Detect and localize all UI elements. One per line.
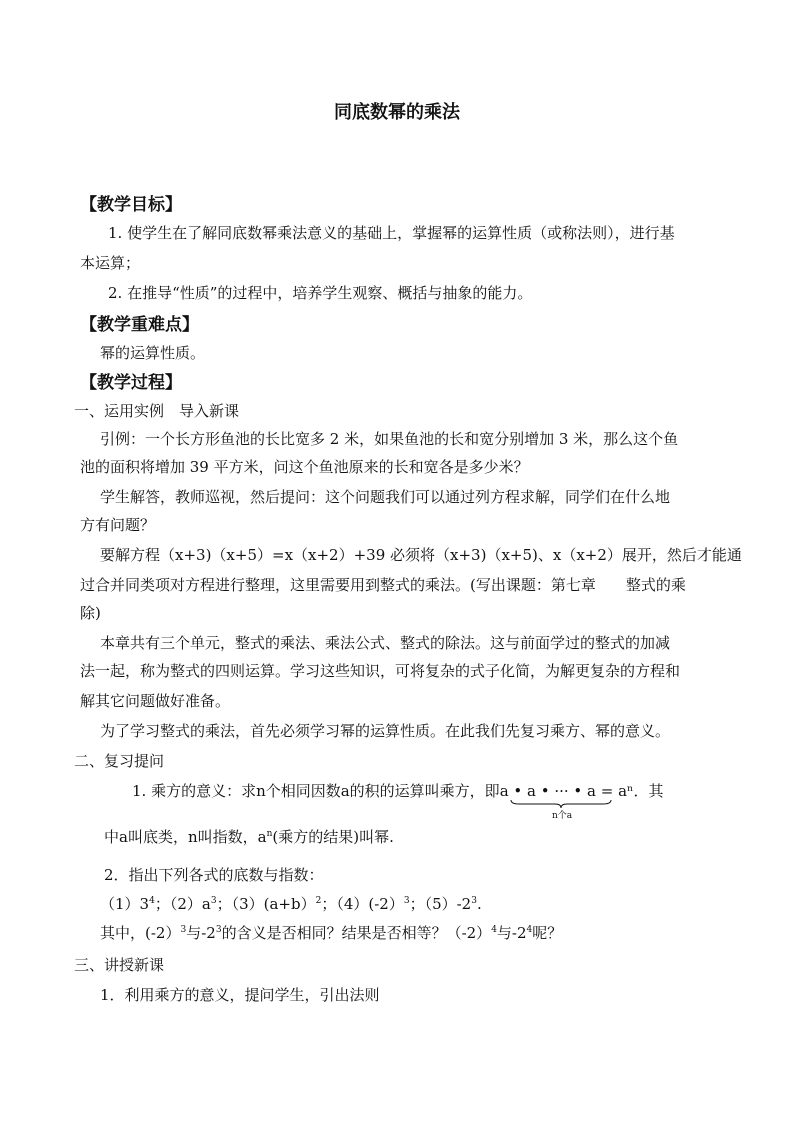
- exercise-4-exponent: 3: [403, 896, 410, 906]
- key-points-text: 幂的运算性质。: [100, 344, 206, 362]
- definition-line-2-text-b: (乘方的结果)叫幂.: [272, 828, 394, 846]
- underbrace-label: n个a: [552, 811, 573, 821]
- chapter-line-2: 法一起，称为整式的四则运算。学习这些知识，可将复杂的式子化简，为解更复杂的方程和: [80, 662, 681, 680]
- goal-item-1-line-2: 本运算；: [80, 254, 141, 272]
- section-key-points: 【教学重难点】: [80, 315, 199, 335]
- comparison-exponent-a: 3: [180, 925, 187, 935]
- solve-line-2: 过合并同类项对方程进行整理，这里需要用到整式的乘法。(写出课题：第七章 整式的乘: [80, 576, 686, 594]
- goal-item-1-line-1: 1. 使学生在了解同底数幂乘法意义的基础上，掌握幂的运算性质（或称法则），进行基: [108, 224, 675, 242]
- comparison-exponent-b: 3: [215, 925, 222, 935]
- exercise-1-exponent: 4: [149, 896, 155, 906]
- definition-result: = aⁿ．其: [600, 782, 664, 800]
- definition-line-2: [104, 826, 394, 847]
- comparison-text-d: 与-2: [496, 924, 527, 942]
- section-teaching-process: 【教学过程】: [80, 373, 182, 393]
- comparison-text-b: 与-2: [186, 924, 216, 942]
- exercise-3-exponent: 2: [315, 896, 322, 906]
- exercise-list: [100, 893, 482, 914]
- exercise-4: ；（4）(-2）: [321, 895, 404, 913]
- exercise-2-exponent: 3: [210, 896, 217, 906]
- section-teaching-goals: 【教学目标】: [80, 195, 182, 215]
- goal-item-2: 2. 在推导“性质”的过程中，培养学生观察、概括与抽象的能力。: [108, 284, 533, 302]
- exercise-5-exponent: 3: [471, 896, 477, 906]
- part-3-item-1: 1．利用乘方的意义，提问学生，引出法则: [100, 986, 380, 1004]
- comparison-text-a: 其中，(-2）: [100, 924, 181, 942]
- comparison-text-e: 呢？: [532, 924, 563, 942]
- chapter-line-1: 本章共有三个单元，整式的乘法、乘法公式、整式的除法。这与前面学过的整式的加减: [100, 634, 671, 652]
- example-line-2: 池的面积将增加 39 平方米，问这个鱼池原来的长和宽各是多少米？: [80, 458, 529, 476]
- solve-line-1: 要解方程（x+3)（x+5）=x（x+2）+39 必须将（x+3)（x+5)、x（x+2）展开，然后才能通: [100, 546, 742, 564]
- solve-line-3: 除): [80, 604, 101, 622]
- part-2-heading: 二、复习提问: [74, 752, 165, 770]
- question-2: 2．指出下列各式的底数与指数：: [104, 866, 324, 884]
- answer-line-2: 方有问题？: [80, 516, 156, 534]
- exercise-end: .: [476, 895, 482, 913]
- intro-line: 为了学习整式的乘法，首先必须学习幂的运算性质。在此我们先复习乘方、幂的意义。: [100, 722, 671, 740]
- exercise-5: ；（5）-2: [409, 895, 472, 913]
- page-title: 同底数幂的乘法: [334, 102, 460, 123]
- example-line-1: 引例：一个长方形鱼池的长比宽多 2 米，如果鱼池的长和宽分别增加 3 米，那么这个鱼: [100, 430, 679, 448]
- exercise-2: ；（2）a: [154, 895, 211, 913]
- comparison-exponent-d: 4: [526, 925, 533, 935]
- definition-product: a • a • ··· • a: [499, 782, 596, 800]
- comparison-text-c: 的含义是否相同？结果是否相等？（-2）: [221, 924, 492, 942]
- definition-line-2-text-a: 中a叫底类，n叫指数，a: [104, 828, 267, 846]
- exercise-3: ；（3）(a+b）: [216, 895, 316, 913]
- part-3-heading: 三、讲授新课: [74, 956, 165, 974]
- exercise-1: （1）3: [100, 895, 150, 913]
- comparison-exponent-c: 4: [491, 925, 497, 935]
- definition-exponent: n: [266, 829, 273, 839]
- comparison-question: [100, 922, 562, 943]
- answer-line-1: 学生解答，教师巡视，然后提问：这个问题我们可以通过列方程求解，同学们在什么地: [100, 488, 671, 506]
- chapter-line-3: 解其它问题做好准备。: [80, 692, 231, 710]
- part-1-heading: 一、运用实例 导入新课: [74, 402, 240, 420]
- definition-prefix: 1. 乘方的意义：求n个相同因数a的积的运算叫乘方，即: [132, 782, 500, 800]
